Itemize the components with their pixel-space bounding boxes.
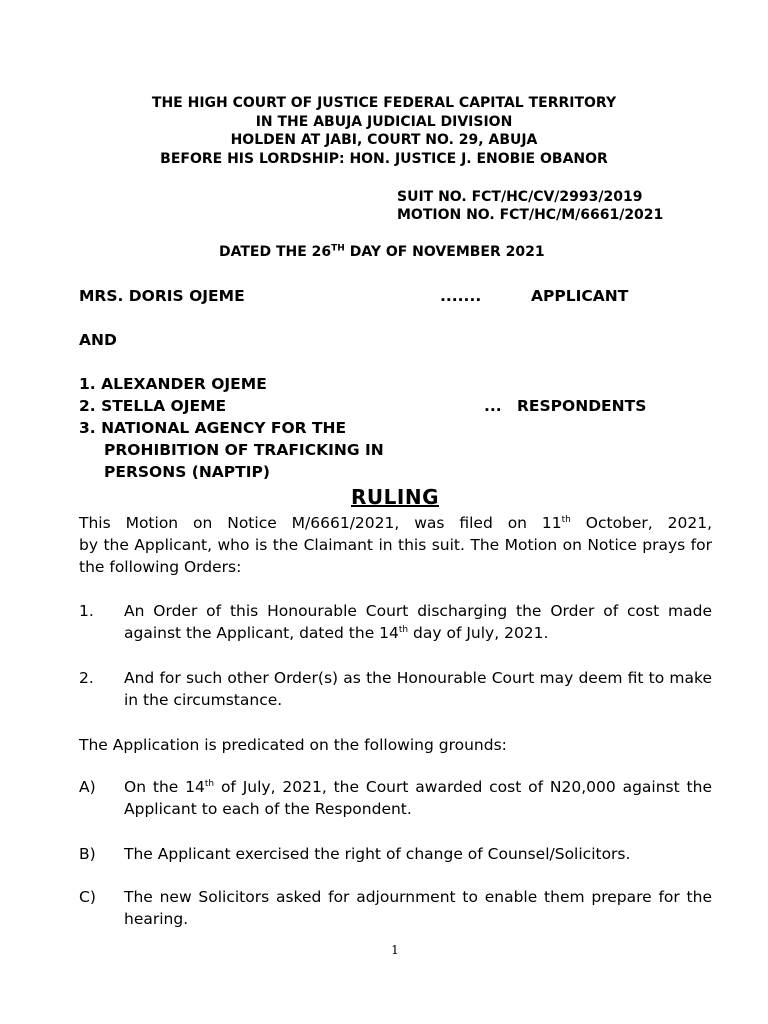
order-2-text: And for such other Order(s) as the Honourable Court may deem fit to make in the circumstance. — [124, 669, 712, 709]
page-number: 1 — [391, 943, 399, 957]
intro-paragraph — [79, 512, 712, 578]
applicant-dots: ....... — [440, 287, 482, 305]
court-heading: THE HIGH COURT OF JUSTICE FEDERAL CAPITAL TERRITORY — [151, 95, 617, 111]
motion-number: MOTION NO. FCT/HC/M/6661/2021 — [397, 207, 664, 223]
respondent-3-line3: PERSONS (NAPTIP) — [104, 463, 270, 481]
and-separator: AND — [79, 331, 117, 349]
date-line — [219, 244, 545, 260]
intro-rest: by the Applicant, who is the Claimant in this suit. The Motion on Notice prays for the following Orders: — [79, 536, 712, 576]
ground-a-text: On the 14th of July, 2021, the Court awarded cost of N20,000 against the Applicant to each of the Respondent. — [124, 778, 712, 818]
order-2-marker: 2. — [79, 669, 94, 687]
applicant-role: APPLICANT — [531, 287, 629, 305]
date-prefix: DATED THE 26 — [219, 244, 332, 260]
grounds-intro: The Application is predicated on the following grounds: — [79, 736, 507, 754]
ground-b-marker: B) — [79, 845, 96, 863]
date-suffix: DAY OF NOVEMBER 2021 — [344, 244, 545, 260]
ground-c-marker: C) — [79, 888, 96, 906]
judge-heading: BEFORE HIS LORDSHIP: HON. JUSTICE J. ENOBIE OBANOR — [160, 151, 608, 167]
order-1-marker: 1. — [79, 602, 94, 620]
respondent-2: 2. STELLA OJEME — [79, 397, 227, 415]
applicant-name: MRS. DORIS OJEME — [79, 287, 245, 305]
ground-c-text: The new Solicitors asked for adjournment to enable them prepare for the hearing. — [124, 888, 712, 928]
division-heading: IN THE ABUJA JUDICIAL DIVISION — [255, 114, 513, 130]
ruling-title: RULING — [351, 485, 439, 509]
respondents-dots: ... — [484, 397, 502, 415]
respondents-role: RESPONDENTS — [517, 397, 647, 415]
date-ordinal: TH — [331, 243, 345, 254]
respondent-1: 1. ALEXANDER OJEME — [79, 375, 267, 393]
respondent-3-line1: 3. NATIONAL AGENCY FOR THE — [79, 419, 347, 437]
respondent-3-line2: PROHIBITION OF TRAFICKING IN — [104, 441, 384, 459]
ground-a-marker: A) — [79, 778, 96, 796]
order-1-text: An Order of this Honourable Court discharging the Order of cost made against the Applicant, dated the 14th day of July, 2021. — [124, 602, 712, 642]
ground-b-text: The Applicant exercised the right of change of Counsel/Solicitors. — [124, 845, 631, 863]
suit-number: SUIT NO. FCT/HC/CV/2993/2019 — [397, 189, 643, 205]
holden-heading: HOLDEN AT JABI, COURT NO. 29, ABUJA — [230, 132, 538, 148]
intro-line-1: This Motion on Notice M/6661/2021, was filed on 11th October, 2021, — [79, 514, 713, 532]
